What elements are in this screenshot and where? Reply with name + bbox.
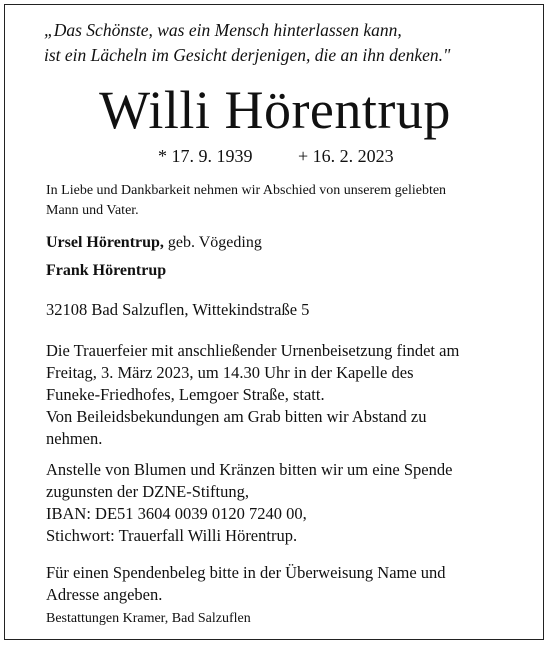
deceased-name: Willi Hörentrup (99, 80, 451, 140)
receipt-line: Adresse angeben. (46, 585, 163, 604)
donation-line: IBAN: DE51 3604 0039 0120 7240 00, (46, 504, 307, 523)
donation-line: zugunsten der DZNE-Stiftung, (46, 482, 250, 501)
mourner-line (46, 232, 262, 254)
funeral-line: Freitag, 3. März 2023, um 14.30 Uhr in der Kapelle des (46, 363, 414, 382)
undertaker: Bestattungen Kramer, Bad Salzuflen (46, 611, 251, 626)
funeral-line: Funeke-Friedhofes, Lemgoer Straße, statt. (46, 385, 325, 404)
funeral-line: nehmen. (46, 429, 103, 448)
birth-date: * 17. 9. 1939 (158, 146, 253, 166)
funeral-info (46, 340, 459, 450)
receipt-info (46, 562, 446, 606)
death-date: + 16. 2. 2023 (298, 146, 394, 166)
mourner-name: Ursel Hörentrup, (46, 234, 164, 251)
farewell-line: Mann und Vater. (46, 203, 139, 218)
mourner-line (46, 260, 166, 282)
family-address: 32108 Bad Salzuflen, Wittekindstraße 5 (46, 300, 310, 319)
donation-line: Stichwort: Trauerfall Willi Hörentrup. (46, 526, 298, 545)
farewell-line: In Liebe und Dankbarkeit nehmen wir Abschied von unserem geliebten (46, 183, 447, 198)
mourner-detail: geb. Vögeding (167, 234, 262, 251)
farewell-text (46, 181, 446, 221)
funeral-line: Von Beileidsbekundungen am Grab bitten wir Abstand zu (46, 407, 427, 426)
quote-line: ist ein Lächeln im Gesicht derjenigen, die an ihn denken." (44, 45, 451, 65)
donation-line: Anstelle von Blumen und Kränzen bitten wir um eine Spende (46, 460, 453, 479)
mourner-name: Frank Hörentrup (46, 262, 167, 279)
donation-info (46, 459, 452, 547)
quote-line: „Das Schönste, was ein Mensch hinterlassen kann, (44, 20, 402, 40)
receipt-line: Für einen Spendenbeleg bitte in der Überweisung Name und (46, 563, 446, 582)
funeral-line: Die Trauerfeier mit anschließender Urnenbeisetzung findet am (46, 341, 460, 360)
memorial-quote (44, 18, 450, 68)
